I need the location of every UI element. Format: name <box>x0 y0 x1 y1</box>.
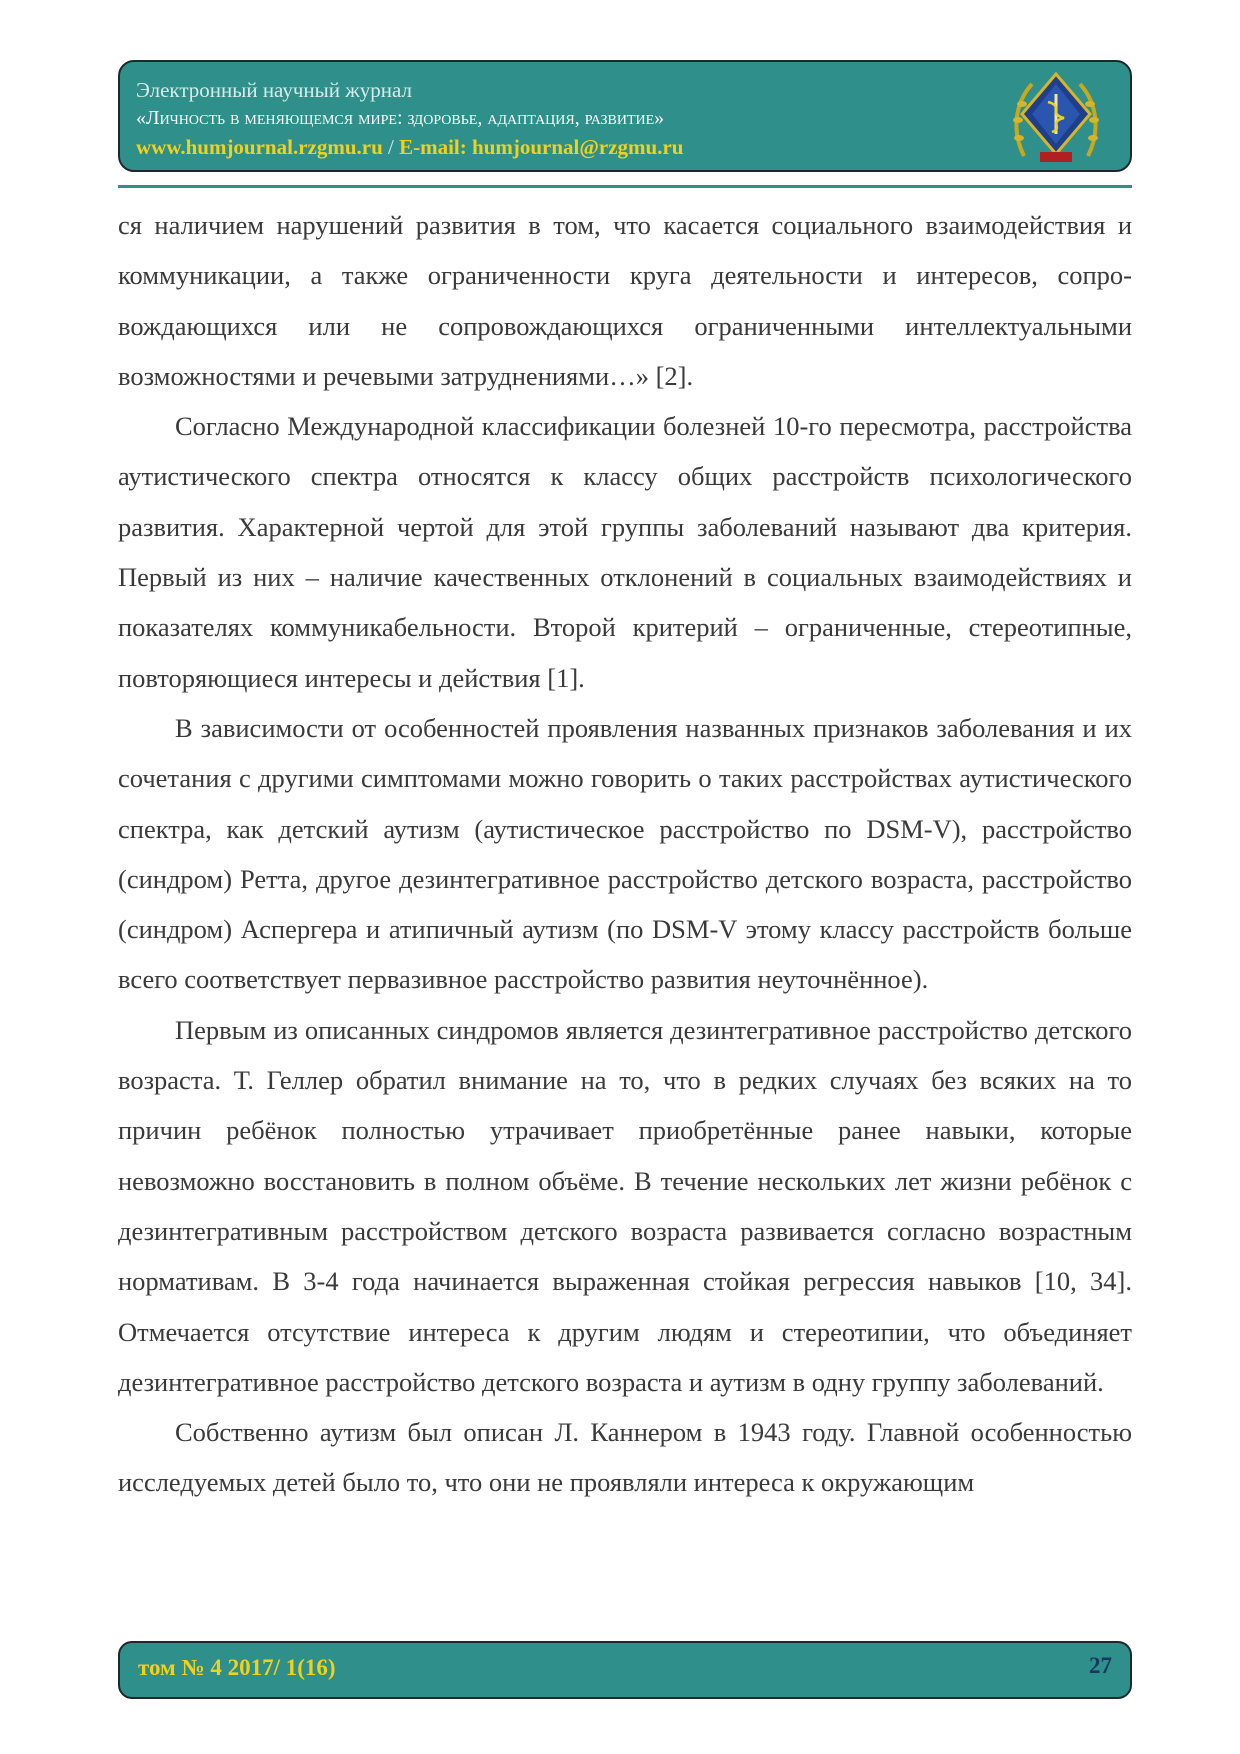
header-divider <box>118 185 1132 188</box>
website-link[interactable]: www.humjournal.rzgmu.ru <box>136 135 383 159</box>
page-number: 27 <box>1089 1653 1112 1678</box>
journal-contacts <box>136 135 683 160</box>
paragraph: Первым из описанных синдромов является дезинтегративное расстройство детского возраста. Т. Геллер обратил внимание на то, что в редких случаях без всяких на то причин ребёнок полностью утрачивает приобретённые ранее навыки, которые невозможно восстановить в полном объёме. В течение нескольких лет жизни ребёнок с дезинтегративным расстройством детского возраста развивается согласно возрастным нормативам. В 3-4 года начинается выраженная стойкая регрессия навыков [10, 34]. Отмечается отсутствие интереса к другим людям и стереотипии, что объединяет дезинтегративное расстройство детского возраста и аутизм в одну группу заболеваний. <box>118 1014 1132 1397</box>
email-link[interactable]: E-mail: humjournal@rzgmu.ru <box>399 135 684 159</box>
article-body <box>118 200 1132 1508</box>
volume-label: том № 4 2017/ 1(16) <box>138 1655 336 1680</box>
contact-separator: / <box>382 135 400 159</box>
journal-footer-banner <box>118 1641 1132 1699</box>
university-emblem-icon <box>1010 68 1102 166</box>
paragraph: В зависимости от особенностей проявления названных признаков заболевания и их сочетания с другими симптомами можно говорить о таких расстройствах аутистического спектра, как детский аутизм (аутистическое расстройство по DSM-V), расстройство (синдром) Ретта, другое дезинтегративное расстройство детского возраста, расстройство (синдром) Аспергера и атипичный аутизм (по DSM-V этому классу расстройств больше всего соответствует первазивное расстройство развития неуточнённое). <box>118 712 1132 995</box>
journal-title: Электронный научный журнал <box>136 78 412 102</box>
paragraph-continued: ся наличием нарушений развития в том, что касается социального взаимодействия и коммуникации, а также ограниченности круга деятельности и интересов, сопровождающихся или не сопровождающихся ограниченными интеллектуальными возможностями и речевыми затруднениями…» [2]. <box>118 210 1132 391</box>
journal-header-banner <box>118 60 1132 172</box>
journal-subtitle: «Личность в меняющемся мире: здоровье, адаптация, развитие» <box>136 107 665 129</box>
paragraph: Согласно Международной классификации болезней 10-го пересмотра, расстройства аутистического спектра относятся к классу общих расстройств психологического развития. Характерной чертой для этой группы заболеваний называют два критерия. Первый из них – наличие качественных отклонений в социальных взаимодействиях и показателях коммуникабельности. Второй критерий – ограниченные, стереотипные, повторяющиеся интересы и действия [1]. <box>118 411 1132 693</box>
paragraph: Собственно аутизм был описан Л. Каннером в 1943 году. Главной особенностью исследуемых детей было то, что они не проявляли интереса к окружающим <box>118 1417 1132 1498</box>
